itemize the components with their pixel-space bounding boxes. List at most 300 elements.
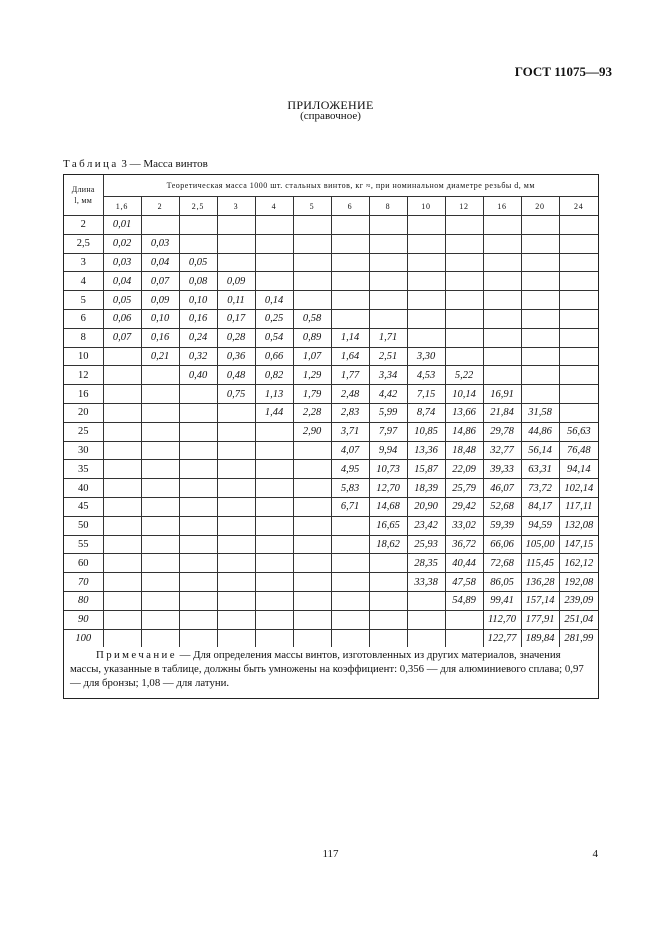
table-row: [64, 216, 598, 235]
mass-cell: 0,66: [255, 347, 293, 366]
mass-cell: [293, 479, 331, 498]
mass-cell: 1,79: [293, 385, 331, 404]
mass-cell: [293, 460, 331, 479]
mass-cell: [141, 366, 179, 385]
length-cell: 45: [64, 497, 103, 516]
mass-cell: [293, 591, 331, 610]
mass-cell: 56,14: [521, 441, 559, 460]
table-row: [64, 516, 598, 535]
mass-cell: 1,71: [369, 328, 407, 347]
mass-cell: 10,14: [445, 385, 483, 404]
mass-cell: [141, 610, 179, 629]
mass-cell: [103, 479, 141, 498]
sheet-number: 4: [592, 848, 598, 860]
mass-cell: 0,25: [255, 309, 293, 328]
length-cell: 4: [64, 272, 103, 291]
mass-cell: 25,93: [407, 535, 445, 554]
diameter-header: 6: [331, 197, 369, 216]
mass-cell: 44,86: [521, 422, 559, 441]
mass-cell: 2,28: [293, 403, 331, 422]
diameter-header: 2: [141, 197, 179, 216]
mass-cell: 73,72: [521, 479, 559, 498]
mass-cell: 1,29: [293, 366, 331, 385]
mass-cell: [559, 272, 598, 291]
mass-cell: 162,12: [559, 554, 598, 573]
mass-cell: 0,04: [141, 253, 179, 272]
mass-cell: [293, 554, 331, 573]
mass-cell: [369, 234, 407, 253]
mass-cell: [179, 385, 217, 404]
mass-cell: [521, 234, 559, 253]
diameter-header: 12: [445, 197, 483, 216]
mass-cell: [103, 422, 141, 441]
mass-cell: [445, 234, 483, 253]
mass-cell: 66,06: [483, 535, 521, 554]
table-row: [64, 497, 598, 516]
mass-cell: 32,77: [483, 441, 521, 460]
mass-cell: 8,74: [407, 403, 445, 422]
mass-cell: [483, 291, 521, 310]
mass-cell: 117,11: [559, 497, 598, 516]
mass-cell: [407, 629, 445, 647]
mass-cell: [217, 460, 255, 479]
mass-cell: [179, 460, 217, 479]
mass-cell: 281,99: [559, 629, 598, 647]
diameter-header: 4: [255, 197, 293, 216]
mass-cell: [141, 516, 179, 535]
mass-cell: [293, 610, 331, 629]
mass-cell: 105,00: [521, 535, 559, 554]
mass-cell: [559, 309, 598, 328]
mass-cell: [369, 629, 407, 647]
mass-cell: 3,34: [369, 366, 407, 385]
mass-header: Теоретическая масса 1000 шт. стальных винтов, кг ≈, при номинальном диаметре резьбы d, мм: [103, 175, 598, 197]
mass-cell: [407, 328, 445, 347]
mass-cell: [407, 234, 445, 253]
table-row: [64, 403, 598, 422]
mass-cell: 251,04: [559, 610, 598, 629]
table-row: [64, 535, 598, 554]
mass-cell: 132,08: [559, 516, 598, 535]
mass-cell: 52,68: [483, 497, 521, 516]
mass-cell: 0,54: [255, 328, 293, 347]
mass-cell: [141, 629, 179, 647]
mass-cell: [331, 234, 369, 253]
mass-table-frame: [63, 174, 599, 699]
mass-cell: [407, 309, 445, 328]
mass-cell: [369, 610, 407, 629]
length-cell: 30: [64, 441, 103, 460]
diameter-header: 5: [293, 197, 331, 216]
mass-cell: [521, 272, 559, 291]
mass-cell: [407, 291, 445, 310]
mass-cell: [103, 554, 141, 573]
mass-cell: [255, 253, 293, 272]
mass-cell: 14,68: [369, 497, 407, 516]
table-row: [64, 479, 598, 498]
mass-cell: 0,28: [217, 328, 255, 347]
mass-cell: 0,03: [103, 253, 141, 272]
mass-cell: [293, 272, 331, 291]
mass-cell: [293, 441, 331, 460]
mass-cell: 0,06: [103, 309, 141, 328]
mass-cell: [217, 535, 255, 554]
length-cell: 12: [64, 366, 103, 385]
standard-number: ГОСТ 11075—93: [514, 64, 612, 79]
mass-cell: 0,16: [179, 309, 217, 328]
mass-cell: [331, 291, 369, 310]
mass-cell: [293, 516, 331, 535]
mass-cell: [559, 347, 598, 366]
mass-cell: 56,63: [559, 422, 598, 441]
mass-cell: 10,85: [407, 422, 445, 441]
mass-cell: [141, 573, 179, 592]
mass-cell: 20,90: [407, 497, 445, 516]
mass-cell: 4,95: [331, 460, 369, 479]
length-cell: 6: [64, 309, 103, 328]
mass-cell: [179, 497, 217, 516]
mass-cell: [445, 291, 483, 310]
mass-cell: [559, 234, 598, 253]
mass-cell: 18,39: [407, 479, 445, 498]
mass-cell: [141, 385, 179, 404]
diameter-header: 20: [521, 197, 559, 216]
table-caption-prefix: Таблица: [63, 158, 119, 170]
mass-cell: 86,05: [483, 573, 521, 592]
mass-cell: [407, 591, 445, 610]
mass-cell: [559, 328, 598, 347]
table-row: [64, 460, 598, 479]
length-cell: 16: [64, 385, 103, 404]
diameter-header: 8: [369, 197, 407, 216]
mass-cell: 23,42: [407, 516, 445, 535]
mass-cell: [407, 610, 445, 629]
mass-cell: [255, 573, 293, 592]
mass-cell: [369, 291, 407, 310]
table-row: [64, 441, 598, 460]
length-cell: 5: [64, 291, 103, 310]
mass-cell: 147,15: [559, 535, 598, 554]
mass-cell: 0,58: [293, 309, 331, 328]
mass-cell: [179, 422, 217, 441]
mass-cell: 0,48: [217, 366, 255, 385]
mass-cell: 0,21: [141, 347, 179, 366]
mass-cell: 5,83: [331, 479, 369, 498]
mass-cell: 13,66: [445, 403, 483, 422]
table-row: [64, 328, 598, 347]
mass-cell: [331, 253, 369, 272]
table-row: [64, 610, 598, 629]
mass-cell: [217, 234, 255, 253]
mass-cell: [331, 516, 369, 535]
mass-cell: [521, 291, 559, 310]
mass-cell: 0,09: [217, 272, 255, 291]
table-row: [64, 309, 598, 328]
mass-cell: [179, 573, 217, 592]
mass-table-body: [64, 216, 598, 648]
table-row: [64, 253, 598, 272]
mass-cell: [559, 216, 598, 235]
mass-cell: [445, 328, 483, 347]
mass-cell: 31,58: [521, 403, 559, 422]
length-cell: 25: [64, 422, 103, 441]
mass-cell: [293, 629, 331, 647]
mass-cell: 122,77: [483, 629, 521, 647]
mass-cell: [445, 253, 483, 272]
mass-cell: [255, 497, 293, 516]
mass-cell: [521, 309, 559, 328]
mass-cell: [103, 441, 141, 460]
length-cell: 8: [64, 328, 103, 347]
mass-cell: 28,35: [407, 554, 445, 573]
length-cell: 40: [64, 479, 103, 498]
mass-cell: 0,16: [141, 328, 179, 347]
mass-cell: 0,01: [103, 216, 141, 235]
mass-cell: 9,94: [369, 441, 407, 460]
mass-cell: [369, 309, 407, 328]
mass-cell: [179, 516, 217, 535]
mass-cell: [103, 497, 141, 516]
mass-cell: 0,10: [141, 309, 179, 328]
mass-cell: [103, 347, 141, 366]
mass-cell: 4,53: [407, 366, 445, 385]
mass-cell: 99,41: [483, 591, 521, 610]
mass-cell: [141, 497, 179, 516]
mass-cell: [179, 610, 217, 629]
table-caption-rest: 3 — Масса винтов: [118, 158, 208, 170]
mass-cell: 18,48: [445, 441, 483, 460]
mass-cell: [255, 460, 293, 479]
mass-cell: 25,79: [445, 479, 483, 498]
mass-cell: 40,44: [445, 554, 483, 573]
mass-cell: 1,77: [331, 366, 369, 385]
mass-table: [64, 175, 598, 647]
mass-cell: 0,10: [179, 291, 217, 310]
mass-cell: 177,91: [521, 610, 559, 629]
mass-cell: [103, 629, 141, 647]
mass-cell: [103, 385, 141, 404]
mass-cell: 33,38: [407, 573, 445, 592]
mass-cell: 0,75: [217, 385, 255, 404]
mass-cell: 4,42: [369, 385, 407, 404]
mass-cell: [217, 610, 255, 629]
mass-cell: [521, 216, 559, 235]
length-header: [64, 175, 103, 216]
mass-cell: [445, 309, 483, 328]
mass-cell: 29,78: [483, 422, 521, 441]
mass-cell: 0,32: [179, 347, 217, 366]
mass-cell: [141, 422, 179, 441]
page-number: 117: [322, 848, 339, 860]
mass-cell: [445, 216, 483, 235]
mass-cell: [255, 629, 293, 647]
mass-cell: 4,07: [331, 441, 369, 460]
mass-cell: 157,14: [521, 591, 559, 610]
mass-cell: [331, 309, 369, 328]
mass-cell: 3,71: [331, 422, 369, 441]
mass-cell: [331, 610, 369, 629]
mass-cell: [293, 216, 331, 235]
mass-cell: [369, 573, 407, 592]
mass-cell: [217, 497, 255, 516]
mass-cell: 2,90: [293, 422, 331, 441]
mass-cell: [559, 291, 598, 310]
mass-cell: [141, 535, 179, 554]
mass-cell: [407, 216, 445, 235]
diameter-header: 24: [559, 197, 598, 216]
mass-cell: [369, 253, 407, 272]
appendix-subtitle: (справочное): [300, 110, 361, 122]
mass-cell: [483, 366, 521, 385]
mass-cell: 0,05: [103, 291, 141, 310]
mass-cell: 84,17: [521, 497, 559, 516]
mass-cell: [331, 554, 369, 573]
mass-cell: [331, 216, 369, 235]
mass-cell: 29,42: [445, 497, 483, 516]
mass-cell: 2,51: [369, 347, 407, 366]
length-cell: 35: [64, 460, 103, 479]
mass-cell: [293, 291, 331, 310]
table-row: [64, 366, 598, 385]
mass-cell: 59,39: [483, 516, 521, 535]
mass-cell: [217, 573, 255, 592]
diameter-header: 1,6: [103, 197, 141, 216]
mass-cell: 192,08: [559, 573, 598, 592]
mass-cell: [559, 366, 598, 385]
mass-cell: [103, 516, 141, 535]
mass-cell: [217, 422, 255, 441]
diameter-header-row: [64, 197, 598, 216]
mass-cell: [331, 591, 369, 610]
mass-cell: 0,07: [103, 328, 141, 347]
mass-cell: 21,84: [483, 403, 521, 422]
mass-cell: [179, 535, 217, 554]
mass-cell: [103, 573, 141, 592]
mass-cell: [445, 272, 483, 291]
mass-cell: 5,99: [369, 403, 407, 422]
mass-cell: 2,83: [331, 403, 369, 422]
mass-cell: [255, 591, 293, 610]
length-cell: 90: [64, 610, 103, 629]
table-row: [64, 291, 598, 310]
mass-cell: 12,70: [369, 479, 407, 498]
mass-cell: [255, 234, 293, 253]
mass-cell: [255, 610, 293, 629]
appendix-title: ПРИЛОЖЕНИЕ: [287, 98, 374, 112]
length-cell: 80: [64, 591, 103, 610]
mass-cell: 0,89: [293, 328, 331, 347]
mass-cell: 76,48: [559, 441, 598, 460]
mass-cell: [217, 441, 255, 460]
mass-cell: 47,58: [445, 573, 483, 592]
diameter-header: 2,5: [179, 197, 217, 216]
mass-cell: 3,30: [407, 347, 445, 366]
note-prefix: Примечание: [96, 649, 177, 661]
diameter-header: 16: [483, 197, 521, 216]
mass-cell: 0,03: [141, 234, 179, 253]
mass-cell: 239,09: [559, 591, 598, 610]
length-cell: 50: [64, 516, 103, 535]
mass-cell: 33,02: [445, 516, 483, 535]
mass-cell: 0,02: [103, 234, 141, 253]
mass-cell: [331, 535, 369, 554]
mass-cell: 115,45: [521, 554, 559, 573]
mass-cell: 10,73: [369, 460, 407, 479]
mass-cell: [445, 610, 483, 629]
mass-cell: 5,22: [445, 366, 483, 385]
mass-cell: [179, 554, 217, 573]
mass-cell: [331, 629, 369, 647]
mass-cell: [369, 216, 407, 235]
mass-cell: [103, 403, 141, 422]
mass-cell: 54,89: [445, 591, 483, 610]
note-text: — Для определения массы винтов, изготовленных из других материалов, значения массы, указанные в таблице, должны быть умножены на коэффициент: 0,356 — для алюминиевого сплава; 0,97 — для бронзы; 1,08 — для латуни.: [70, 649, 584, 689]
mass-cell: [407, 253, 445, 272]
mass-cell: 112,70: [483, 610, 521, 629]
mass-cell: [179, 234, 217, 253]
table-row: [64, 272, 598, 291]
mass-cell: [293, 253, 331, 272]
length-cell: 100: [64, 629, 103, 647]
mass-cell: [331, 573, 369, 592]
mass-cell: [103, 366, 141, 385]
mass-cell: [141, 403, 179, 422]
mass-cell: [217, 403, 255, 422]
length-header-line1: Длина: [71, 185, 95, 194]
table-caption: [63, 158, 208, 170]
mass-cell: [369, 554, 407, 573]
mass-cell: [293, 535, 331, 554]
mass-cell: 0,36: [217, 347, 255, 366]
mass-cell: [217, 629, 255, 647]
mass-cell: [255, 216, 293, 235]
mass-cell: [255, 479, 293, 498]
mass-cell: [255, 272, 293, 291]
mass-cell: [483, 347, 521, 366]
mass-cell: 189,84: [521, 629, 559, 647]
mass-cell: [521, 366, 559, 385]
mass-cell: [255, 554, 293, 573]
mass-cell: 14,86: [445, 422, 483, 441]
mass-cell: 16,65: [369, 516, 407, 535]
mass-cell: [141, 554, 179, 573]
mass-cell: [103, 610, 141, 629]
table-row: [64, 422, 598, 441]
mass-cell: 0,14: [255, 291, 293, 310]
length-header-line2: l, мм: [74, 196, 93, 205]
mass-cell: 0,40: [179, 366, 217, 385]
mass-cell: 2,48: [331, 385, 369, 404]
table-row: [64, 347, 598, 366]
mass-cell: 136,28: [521, 573, 559, 592]
mass-cell: [141, 479, 179, 498]
mass-cell: [179, 629, 217, 647]
mass-cell: 1,64: [331, 347, 369, 366]
mass-cell: [483, 234, 521, 253]
mass-cell: [255, 535, 293, 554]
mass-cell: 102,14: [559, 479, 598, 498]
mass-cell: [179, 403, 217, 422]
mass-cell: [141, 441, 179, 460]
length-cell: 70: [64, 573, 103, 592]
mass-cell: [103, 460, 141, 479]
mass-cell: [103, 535, 141, 554]
mass-cell: [559, 253, 598, 272]
table-note: [70, 648, 592, 690]
mass-cell: [103, 591, 141, 610]
mass-cell: 18,62: [369, 535, 407, 554]
length-cell: 10: [64, 347, 103, 366]
